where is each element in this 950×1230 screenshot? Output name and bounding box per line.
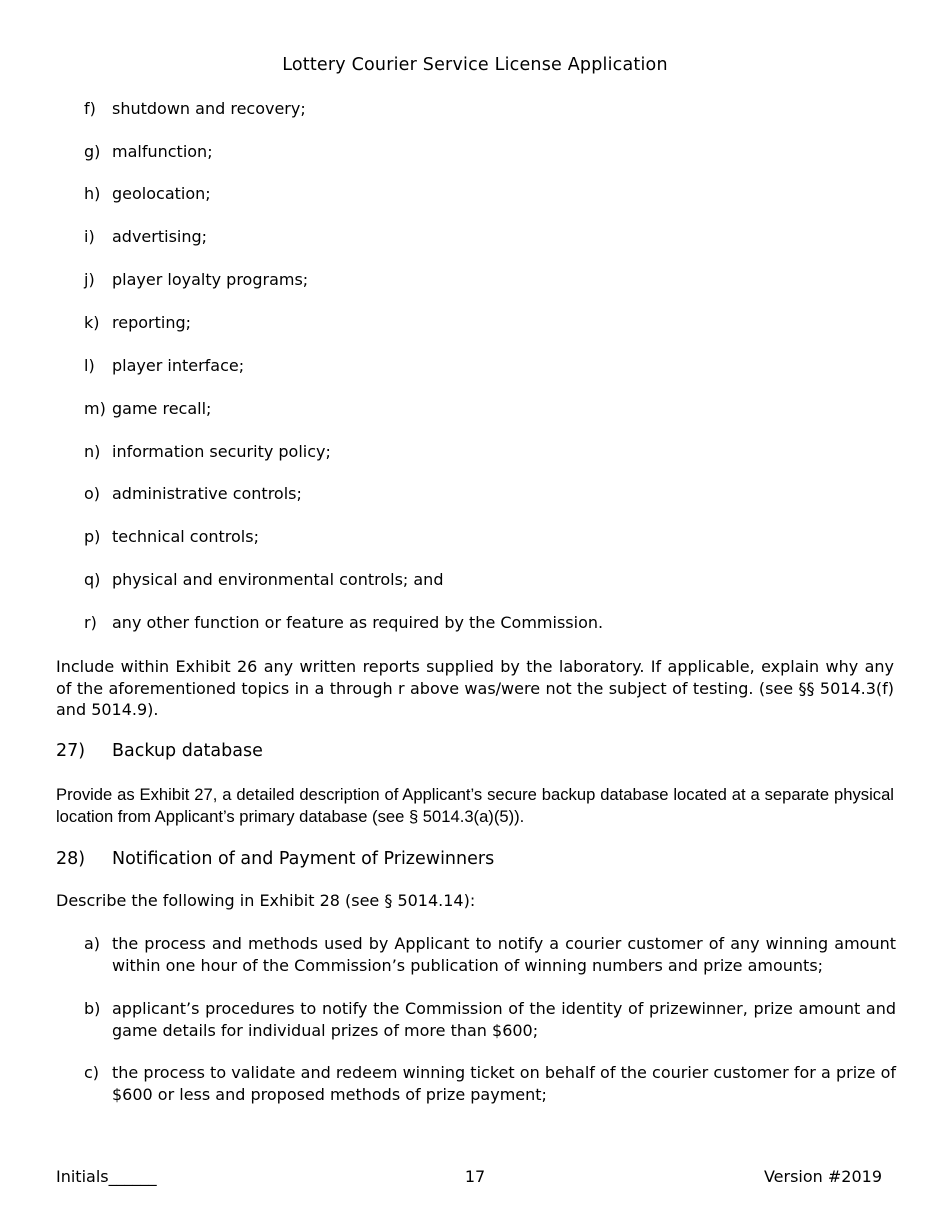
list-item-text: player interface; <box>112 356 245 375</box>
list-item-text: physical and environmental controls; and <box>112 570 444 589</box>
section-27-body: Provide as Exhibit 27, a detailed description of Applicant’s secure backup database located at a separate physical location from Applicant’s primary database (see § 5014.3(a)(5)). <box>56 785 894 826</box>
list-item-text: shutdown and recovery; <box>112 99 306 118</box>
version-label: Version #2019 <box>763 1167 882 1186</box>
page-number: 17 <box>464 1167 486 1186</box>
list-item-text: technical controls; <box>112 527 259 546</box>
list-item-text: applicant’s procedures to notify the Commission of the identity of prizewinner, prize amount and game details for individual prizes of more than $600; <box>112 999 896 1040</box>
list-item <box>84 612 896 634</box>
list-marker: r) <box>84 613 97 632</box>
list-item <box>84 526 896 548</box>
list-item <box>84 183 896 205</box>
footer-initials: Initials______ <box>56 1167 157 1186</box>
list-marker: g) <box>84 142 101 161</box>
list-item-text: game recall; <box>112 399 212 418</box>
section-title: Notification of and Payment of Prizewinners <box>112 849 495 869</box>
list-item <box>84 398 896 420</box>
list-item <box>84 483 896 505</box>
list-marker: b) <box>84 999 101 1018</box>
list-item <box>84 569 896 591</box>
list-item <box>84 355 896 377</box>
list-item-text: any other function or feature as required by the Commission. <box>112 613 604 632</box>
list-item-text: information security policy; <box>112 442 331 461</box>
list-item <box>84 933 896 977</box>
exhibit-26-paragraph: Include within Exhibit 26 any written reports supplied by the laboratory. If applicable, explain why any of the aforementioned topics in a through r above was/were not the subject of testing. (see §§ 5014.3(f) and 5014.9). <box>56 657 894 719</box>
list-item-text: player loyalty programs; <box>112 270 309 289</box>
section-28-intro: Describe the following in Exhibit 28 (see § 5014.14): <box>56 891 476 910</box>
section-title: Backup database <box>112 741 263 761</box>
list-marker: f) <box>84 99 96 118</box>
list-marker: p) <box>84 527 101 546</box>
list-item <box>84 312 896 334</box>
list-marker: h) <box>84 184 101 203</box>
list-marker: q) <box>84 570 101 589</box>
list-item-text: the process to validate and redeem winning ticket on behalf of the courier customer for a prize of $600 or less and proposed methods of prize payment; <box>112 1063 896 1104</box>
list-marker: n) <box>84 442 101 461</box>
list-marker: i) <box>84 227 95 246</box>
list-marker: k) <box>84 313 100 332</box>
section-number: 27) <box>56 741 86 761</box>
list-item <box>84 1062 896 1106</box>
list-marker: a) <box>84 934 101 953</box>
list-item <box>84 226 896 248</box>
list-item-text: the process and methods used by Applicant to notify a courier customer of any winning amount within one hour of the Commission’s publication of winning numbers and prize amounts; <box>112 934 896 975</box>
list-marker: c) <box>84 1063 100 1082</box>
list-item-text: malfunction; <box>112 142 213 161</box>
list-item-text: advertising; <box>112 227 208 246</box>
list-item-text: geolocation; <box>112 184 211 203</box>
list-item <box>84 98 896 120</box>
list-item <box>84 269 896 291</box>
list-marker: j) <box>84 270 95 289</box>
list-item <box>84 441 896 463</box>
list-item-text: administrative controls; <box>112 484 302 503</box>
list-item <box>84 141 896 163</box>
page-title: Lottery Courier Service License Application <box>282 55 668 75</box>
list-item-text: reporting; <box>112 313 191 332</box>
section-number: 28) <box>56 849 86 869</box>
list-marker: m) <box>84 399 106 418</box>
list-item <box>84 998 896 1042</box>
list-marker: o) <box>84 484 101 503</box>
list-marker: l) <box>84 356 95 375</box>
